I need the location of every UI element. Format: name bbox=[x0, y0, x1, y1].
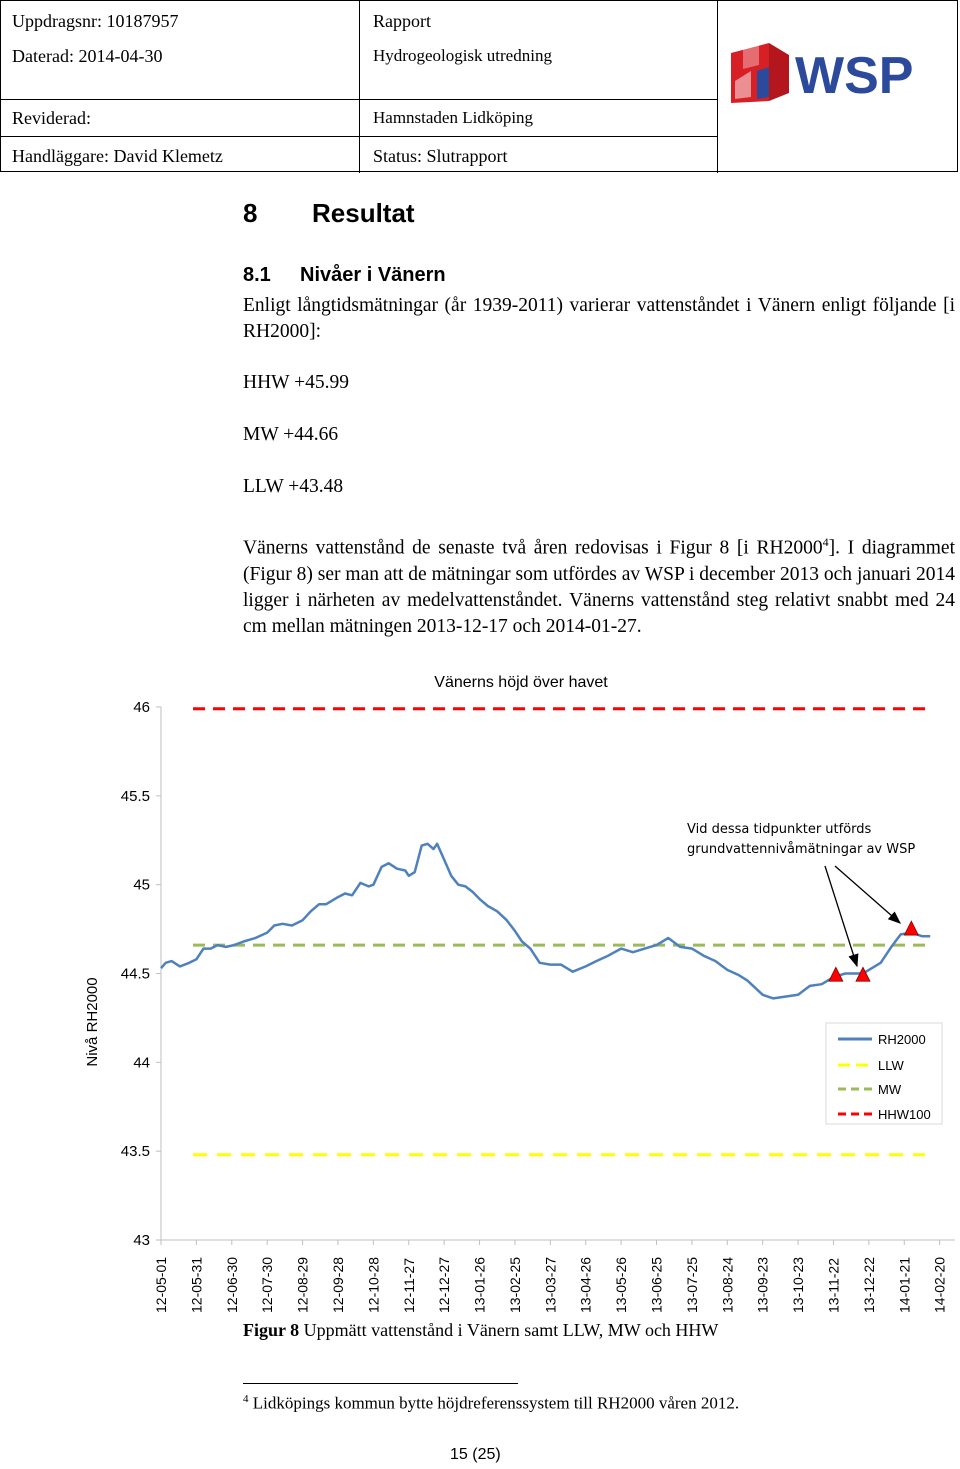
subsection-number: 8.1 bbox=[243, 264, 271, 286]
x-tick-label: 13-03-27 bbox=[542, 1256, 559, 1313]
measurement-marker bbox=[904, 921, 918, 935]
y-tick-label: 43.5 bbox=[120, 1143, 150, 1161]
revised: Reviderad: bbox=[12, 108, 91, 128]
annotation-line-2: grundvattennivåmätningar av WSP bbox=[687, 842, 916, 857]
legend-label-rh2000: RH2000 bbox=[878, 1032, 926, 1047]
y-tick-label: 44.5 bbox=[120, 965, 150, 983]
x-tick-label: 13-08-24 bbox=[719, 1256, 736, 1313]
x-tick-label: 13-06-25 bbox=[648, 1256, 665, 1313]
x-tick-label: 14-01-21 bbox=[896, 1256, 913, 1313]
project-name: Hamnstaden Lidköping bbox=[373, 108, 534, 127]
level-mw: MW +44.66 bbox=[243, 424, 339, 445]
x-tick-label: 12-08-29 bbox=[294, 1256, 311, 1313]
date: Daterad: 2014-04-30 bbox=[12, 46, 163, 66]
assignment-number: Uppdragsnr: 10187957 bbox=[12, 11, 179, 31]
footnote-rule bbox=[243, 1383, 518, 1384]
x-tick-label: 13-01-26 bbox=[471, 1256, 488, 1313]
report-subject: Hydrogeologisk utredning bbox=[373, 46, 552, 65]
legend-label-hhw100: HHW100 bbox=[878, 1107, 931, 1122]
legend-label-mw: MW bbox=[878, 1082, 902, 1097]
x-tick-label: 12-11-27 bbox=[400, 1257, 417, 1313]
y-tick-label: 45.5 bbox=[120, 787, 150, 805]
x-tick-label: 13-04-26 bbox=[577, 1256, 594, 1313]
svg-text:WSP: WSP bbox=[795, 47, 914, 105]
chart-title: Vänerns höjd över havet bbox=[434, 674, 608, 691]
x-tick-label: 12-09-28 bbox=[329, 1256, 346, 1313]
x-tick-label: 13-07-25 bbox=[683, 1256, 700, 1313]
water-level-chart bbox=[0, 665, 960, 1325]
subsection-title: Nivåer i Vänern bbox=[300, 264, 446, 286]
wsp-logo bbox=[729, 41, 919, 105]
x-tick-label: 13-11-22 bbox=[825, 1257, 842, 1313]
y-tick-label: 46 bbox=[133, 699, 150, 716]
figure-caption: Figur 8 Uppmätt vattenstånd i Vänern samt LLW, MW och HHW bbox=[243, 1320, 719, 1340]
page-number: 15 (25) bbox=[450, 1446, 501, 1463]
y-tick-label: 45 bbox=[133, 876, 150, 894]
y-tick-label: 43 bbox=[133, 1232, 150, 1249]
chart-legend bbox=[826, 1023, 942, 1124]
annotation-line-1: Vid dessa tidpunkter utförds bbox=[687, 822, 872, 837]
x-tick-label: 13-12-22 bbox=[860, 1256, 877, 1313]
footnote: $^4$ Lidköpings kommun bytte höjdreferenssystem till RH2000 våren 2012. bbox=[243, 1393, 740, 1413]
legend-label-llw: LLW bbox=[878, 1058, 904, 1073]
paragraph-chart-description: Vänerns vattenstånd de senaste två åren redovisas i Figur 8 [i RH2000$^4$]. I diagrammet (Figur 8) ser man att de mätningar som utfördes av WSP i december 2013 och januari 2014 ligger i närheten av medelvattenståndet. Vänerns vattenstånd steg relativt snabbt med 24 cm mellan mätningen 2013-12-17 och 2014-01-27. bbox=[243, 535, 955, 637]
x-tick-label: 12-07-30 bbox=[259, 1256, 276, 1313]
handler: Handläggare: David Klemetz bbox=[12, 146, 223, 166]
x-tick-label: 14-02-20 bbox=[931, 1256, 948, 1313]
series-line-rh2000 bbox=[161, 844, 930, 999]
section-title: Resultat bbox=[312, 198, 415, 228]
x-tick-label: 12-06-30 bbox=[223, 1256, 240, 1313]
status: Status: Slutrapport bbox=[373, 146, 508, 166]
x-tick-label: 12-12-27 bbox=[436, 1256, 453, 1313]
x-tick-label: 12-05-01 bbox=[153, 1256, 169, 1313]
paragraph-intro: Enligt långtidsmätningar (år 1939-2011) varierar vattenståndet i Vänern enligt följande [i RH2000]: bbox=[243, 295, 955, 342]
x-tick-label: 13-02-25 bbox=[506, 1256, 523, 1313]
x-tick-label: 12-05-31 bbox=[188, 1256, 205, 1313]
y-axis-label: Nivå RH2000 bbox=[84, 977, 101, 1067]
document-header bbox=[0, 0, 958, 172]
y-tick-label: 44 bbox=[133, 1054, 150, 1072]
report-type: Rapport bbox=[373, 11, 431, 31]
x-tick-label: 13-09-23 bbox=[754, 1256, 771, 1313]
level-hhw: HHW +45.99 bbox=[243, 372, 349, 393]
x-tick-label: 12-10-28 bbox=[365, 1256, 382, 1313]
level-llw: LLW +43.48 bbox=[243, 476, 344, 497]
x-tick-label: 13-10-23 bbox=[790, 1256, 807, 1313]
annotation-arrow-2 bbox=[835, 866, 900, 923]
x-tick-label: 13-05-26 bbox=[613, 1256, 630, 1313]
section-number: 8 bbox=[243, 198, 258, 228]
